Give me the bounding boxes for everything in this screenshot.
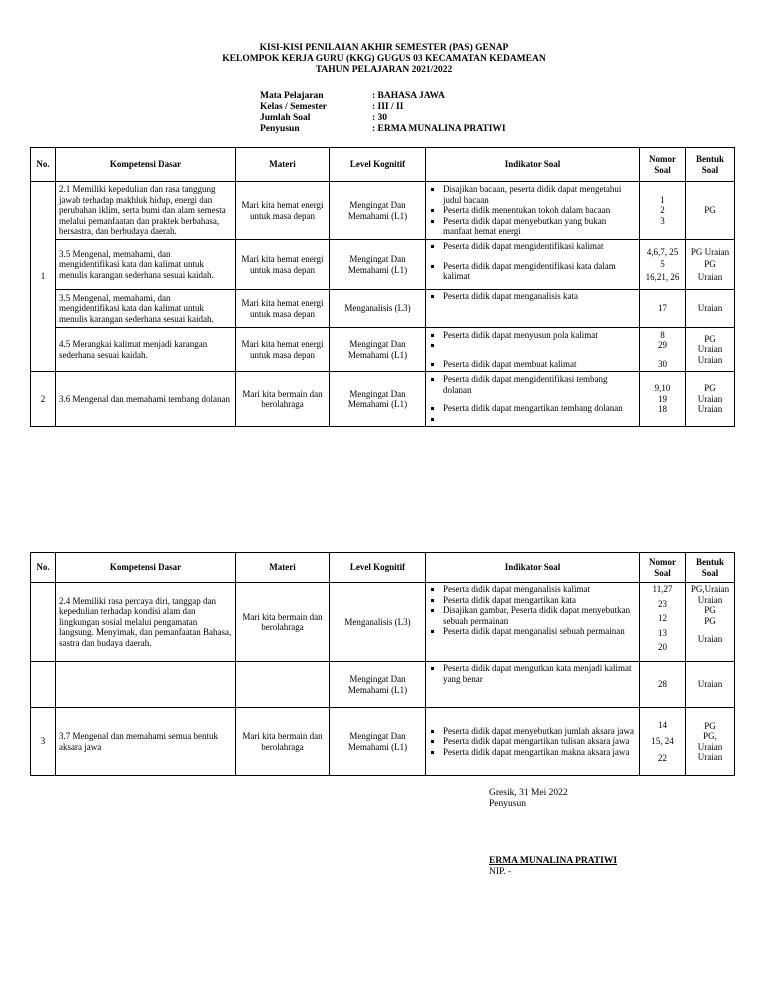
row-number: 1 bbox=[31, 182, 56, 372]
kd-cell: 3.6 Mengenal dan memahami tembang dolanan bbox=[56, 372, 236, 427]
level-cell: Mengingat Dan Memahami (L1) bbox=[330, 240, 426, 290]
col-no: No. bbox=[31, 148, 56, 182]
nomor-value: 14 bbox=[658, 719, 667, 730]
materi-cell: Mari kita bermain dan berolahraga bbox=[236, 708, 330, 776]
table-header-row bbox=[31, 148, 735, 182]
materi-cell bbox=[236, 662, 330, 708]
nomor-value: 11,27 bbox=[652, 584, 673, 594]
table-row bbox=[31, 290, 735, 328]
nomor-cell: 28 bbox=[640, 662, 686, 708]
indikator-item: ▪ Peserta didik dapat menganalisi sebuah permainan bbox=[443, 626, 636, 637]
doc-title bbox=[0, 43, 768, 76]
table-row bbox=[31, 240, 735, 290]
nomor-value: 20 bbox=[658, 642, 667, 652]
table-row bbox=[31, 583, 735, 662]
nomor-value: 16,21, 26 bbox=[645, 271, 680, 282]
kisi-table-2 bbox=[30, 552, 735, 776]
level-cell: Menganalisis (L3) bbox=[330, 583, 426, 662]
nomor-value: 22 bbox=[658, 752, 667, 763]
signature-nip: NIP. - bbox=[489, 867, 512, 877]
nomor-value: 9,10 bbox=[654, 383, 671, 394]
nomor-value: 13 bbox=[658, 627, 667, 638]
meta-label: Kelas / Semester bbox=[260, 102, 328, 112]
nomor-value: 2 bbox=[660, 205, 665, 216]
indikator-item: ▪ Peserta didik dapat mengartikan tembang dolanan bbox=[443, 403, 636, 414]
bentuk-cell: Uraian bbox=[686, 290, 735, 328]
indikator-item: ▪ Peserta didik dapat menyebutkan yang bukan manfaat hemat energi bbox=[443, 216, 636, 237]
bentuk-cell bbox=[686, 583, 735, 662]
kd-cell bbox=[56, 662, 236, 708]
nomor-value: 4,6,7, 25 bbox=[646, 246, 679, 257]
indikator-cell bbox=[426, 290, 640, 328]
bentuk-cell: Uraian bbox=[686, 662, 735, 708]
bentuk-value: PG bbox=[704, 259, 716, 270]
bentuk-value: PG bbox=[704, 720, 716, 731]
table-header-row bbox=[31, 553, 735, 583]
materi-cell: Mari kita hemat energi untuk masa depan bbox=[236, 182, 330, 240]
kd-cell: 2.1 Memiliki kepedulian dan rasa tanggung jawab terhadap makhluk hidup, energi dan perubahan iklim, serta bumi dan alam semesta melalui pemanfaatan dan praktek berbahasa, bersastra, dan berbudaya daerah. bbox=[56, 182, 236, 240]
indikator-item: ▪ Disajikan gambar, Peserta didik dapat menyebutkan sebuah permainan bbox=[443, 605, 636, 626]
bentuk-cell bbox=[686, 328, 735, 372]
kd-cell: 3.7 Mengenal dan memahami semua bentuk aksara jawa bbox=[56, 708, 236, 776]
level-cell: Menganalisis (L3) bbox=[330, 290, 426, 328]
level-cell: Mengingat Dan Memahami (L1) bbox=[330, 182, 426, 240]
signature-block bbox=[489, 788, 617, 878]
col-materi: Materi bbox=[236, 553, 330, 583]
bentuk-cell bbox=[686, 372, 735, 427]
table-row bbox=[31, 372, 735, 427]
indikator-item: ▪ Peserta didik dapat mengartikan makna aksara jawa bbox=[443, 747, 636, 758]
title-line-2: KELOMPOK KERJA GURU (KKG) GUGUS 03 KECAMATAN KEDAMEAN bbox=[222, 54, 546, 64]
nomor-value: 23 bbox=[658, 598, 667, 609]
meta-row bbox=[260, 113, 506, 124]
meta-label: Penyusun bbox=[260, 124, 300, 134]
table-row bbox=[31, 182, 735, 240]
nomor-value: 30 bbox=[658, 358, 667, 369]
bentuk-value: Uraian bbox=[697, 404, 723, 415]
nomor-value: 29 bbox=[658, 340, 667, 351]
meta-value: : 30 bbox=[372, 113, 388, 123]
indikator-cell bbox=[426, 662, 640, 708]
col-no: No. bbox=[31, 553, 56, 583]
indikator-item: ▪ Peserta didik dapat membuat kalimat bbox=[443, 359, 636, 370]
nomor-value: 15, 24 bbox=[651, 736, 674, 747]
title-line-3: TAHUN PELAJARAN 2021/2022 bbox=[315, 65, 453, 75]
meta-label: Jumlah Soal bbox=[260, 113, 311, 123]
indikator-item: ▪ Peserta didik dapat menganalisis kata bbox=[443, 291, 636, 302]
bentuk-cell bbox=[686, 240, 735, 290]
bentuk-cell bbox=[686, 708, 735, 776]
meta-value: : III / II bbox=[372, 102, 404, 112]
indikator-item: ▪ Disajikan bacaan, peserta didik dapat mengetahui judul bacaan bbox=[443, 184, 636, 205]
kisi-table-1 bbox=[30, 147, 735, 427]
bentuk-value: Uraian bbox=[697, 271, 723, 282]
kd-cell: 2.4 Memiliki rasa percaya diri, tanggap dan kepedulian terhadap kondisi alam dan lingkungan sosial melalui pengamatan langsung. Menyimak, dan pemanfaatan Bahasa, sastra dan budaya daerah. bbox=[56, 583, 236, 662]
table-row bbox=[31, 662, 735, 708]
nomor-cell bbox=[640, 583, 686, 662]
indikator-item bbox=[443, 340, 636, 351]
bentuk-value: PG Uraian bbox=[690, 246, 730, 257]
signature-name: ERMA MUNALINA PRATIWI bbox=[489, 856, 618, 866]
table-row bbox=[31, 328, 735, 372]
materi-cell: Mari kita bermain dan berolahraga bbox=[236, 583, 330, 662]
nomor-cell bbox=[640, 328, 686, 372]
bentuk-value: PG bbox=[704, 605, 716, 615]
col-level-kognitif: Level Kognitif bbox=[330, 148, 426, 182]
nomor-value: 8 bbox=[660, 329, 665, 340]
title-line-1: KISI-KISI PENILAIAN AKHIR SEMESTER (PAS) GENAP bbox=[259, 43, 509, 53]
indikator-cell bbox=[426, 372, 640, 427]
level-cell: Mengingat Dan Memahami (L1) bbox=[330, 372, 426, 427]
indikator-cell bbox=[426, 182, 640, 240]
col-level-kognitif: Level Kognitif bbox=[330, 553, 426, 583]
meta-row bbox=[260, 91, 506, 102]
indikator-item: ▪ Peserta didik dapat mengartikan kata bbox=[443, 595, 636, 606]
bentuk-value: PG bbox=[704, 383, 716, 394]
bentuk-value: Uraian bbox=[697, 741, 723, 752]
signature-place-date: Gresik, 31 Mei 2022 bbox=[489, 788, 568, 798]
nomor-value: 19 bbox=[658, 393, 667, 404]
col-indikator-soal: Indikator Soal bbox=[426, 148, 640, 182]
nomor-value: 1 bbox=[660, 194, 665, 205]
indikator-cell bbox=[426, 240, 640, 290]
materi-cell: Mari kita bermain dan berolahraga bbox=[236, 372, 330, 427]
indikator-item: ▪ Peserta didik dapat menyebutkan jumlah aksara jawa bbox=[443, 726, 636, 737]
materi-cell: Mari kita hemat energi untuk masa depan bbox=[236, 240, 330, 290]
meta-row bbox=[260, 124, 506, 135]
indikator-item: ▪ Peserta didik dapat mengidentifikasi kata dalam kalimat bbox=[443, 261, 636, 282]
level-cell: Mengingat Dan Memahami (L1) bbox=[330, 708, 426, 776]
signature-role: Penyusun bbox=[489, 799, 526, 809]
bentuk-value: Uraian bbox=[697, 752, 723, 762]
indikator-item: ▪ Peserta didik dapat mengartikan tulisan aksara jawa bbox=[443, 736, 636, 747]
kd-cell: 4.5 Merangkai kalimat menjadi karangan sederhana sesuai kaidah. bbox=[56, 328, 236, 372]
indikator-item: ▪ Peserta didik dapat menganalisis kalimat bbox=[443, 584, 636, 595]
meta-value: : BAHASA JAWA bbox=[372, 91, 445, 101]
row-number bbox=[31, 583, 56, 662]
signature-space bbox=[489, 810, 617, 856]
kd-cell: 3.5 Mengenal, memahami, dan mengidentifikasi kata dan kalimat untuk menulis karangan sederhana sesuai kaidah. bbox=[56, 240, 236, 290]
col-bentuk-soal: Bentuk Soal bbox=[686, 148, 735, 182]
col-nomor-soal: Nomor Soal bbox=[640, 148, 686, 182]
bentuk-value: Uraian bbox=[697, 634, 723, 644]
nomor-cell bbox=[640, 182, 686, 240]
nomor-value: 3 bbox=[660, 215, 665, 226]
row-number: 2 bbox=[31, 372, 56, 427]
kd-cell: 3.5 Mengenal, memahami, dan mengidentifikasi kata dan kalimat untuk menulis karangan sederhana sesuai kaidah. bbox=[56, 290, 236, 328]
bentuk-value: PG,Uraian bbox=[690, 584, 730, 594]
col-kompetensi-dasar: Kompetensi Dasar bbox=[56, 148, 236, 182]
level-cell: Mengingat Dan Memahami (L1) bbox=[330, 328, 426, 372]
indikator-cell bbox=[426, 708, 640, 776]
col-kompetensi-dasar: Kompetensi Dasar bbox=[56, 553, 236, 583]
meta-value: : ERMA MUNALINA PRATIWI bbox=[372, 124, 506, 134]
col-bentuk-soal: Bentuk Soal bbox=[686, 553, 735, 583]
nomor-value: 18 bbox=[658, 404, 667, 415]
materi-cell: Mari kita hemat energi untuk masa depan bbox=[236, 328, 330, 372]
table-row bbox=[31, 708, 735, 776]
nomor-value: 12 bbox=[658, 613, 667, 623]
meta-row bbox=[260, 102, 506, 113]
indikator-item: ▪ Peserta didik dapat menyusun pola kalimat bbox=[443, 330, 636, 341]
col-nomor-soal: Nomor Soal bbox=[640, 553, 686, 583]
indikator-item: ▪ Peserta didik menentukan tokoh dalam bacaan bbox=[443, 205, 636, 216]
indikator-item bbox=[443, 414, 636, 425]
nomor-cell bbox=[640, 372, 686, 427]
bentuk-value: Uraian bbox=[697, 393, 723, 404]
bentuk-value: PG bbox=[704, 333, 716, 344]
row-number bbox=[31, 662, 56, 708]
indikator-cell bbox=[426, 328, 640, 372]
indikator-item: ▪ Peserta didik dapat mengutkan kata menjadi kalimat yang benar bbox=[443, 663, 636, 684]
bentuk-cell: PG bbox=[686, 182, 735, 240]
materi-cell: Mari kita hemat energi untuk masa depan bbox=[236, 290, 330, 328]
col-materi: Materi bbox=[236, 148, 330, 182]
bentuk-value: Uraian bbox=[697, 354, 723, 365]
bentuk-value: PG bbox=[704, 615, 716, 626]
bentuk-value: PG, bbox=[703, 731, 717, 741]
meta-label: Mata Pelajaran bbox=[260, 91, 324, 101]
nomor-cell: 17 bbox=[640, 290, 686, 328]
indikator-item: ▪ Peserta didik dapat mengidentifikasi kalimat bbox=[443, 241, 636, 252]
bentuk-value: Uraian bbox=[697, 594, 723, 605]
nomor-value: 5 bbox=[660, 259, 665, 270]
meta-block bbox=[260, 91, 506, 135]
col-indikator-soal: Indikator Soal bbox=[426, 553, 640, 583]
row-number: 3 bbox=[31, 708, 56, 776]
nomor-cell bbox=[640, 708, 686, 776]
indikator-item: ▪ Peserta didik dapat mengidentifikasi tembang dolanan bbox=[443, 374, 636, 395]
level-cell: Mengingat Dan Memahami (L1) bbox=[330, 662, 426, 708]
indikator-cell bbox=[426, 583, 640, 662]
nomor-cell bbox=[640, 240, 686, 290]
bentuk-value: Uraian bbox=[697, 344, 723, 355]
